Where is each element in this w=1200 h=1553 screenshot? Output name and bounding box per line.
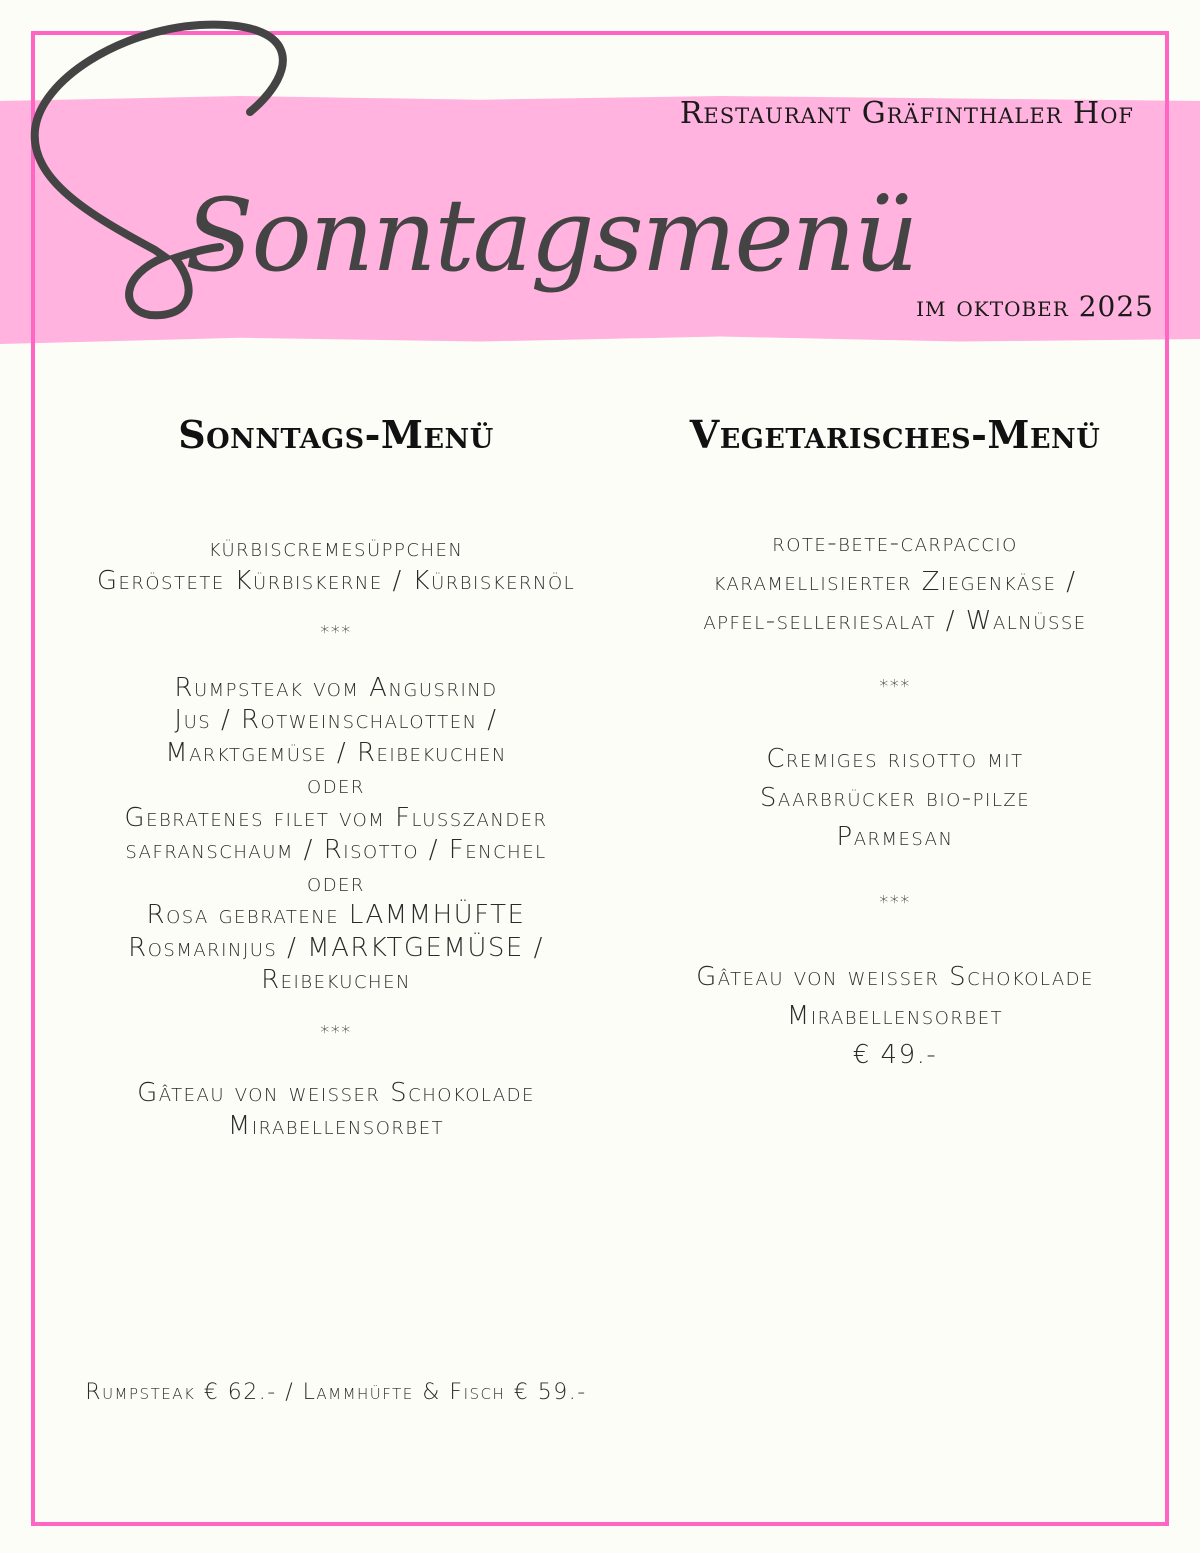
vegetarian-main bbox=[640, 740, 1150, 857]
dish-line: Marktgemüse / Reibekuchen bbox=[165, 737, 507, 768]
dish-line: apfel-selleriesalat / Walnüsse bbox=[703, 606, 1087, 636]
sunday-main-rumpsteak bbox=[40, 672, 632, 770]
vegetarian-menu-column bbox=[640, 410, 1150, 1075]
or-label: oder bbox=[307, 770, 365, 800]
vegetarian-starter bbox=[640, 524, 1150, 641]
dish-line: Jus / Rotweinschalotten / bbox=[174, 705, 498, 735]
course-separator: *** bbox=[320, 1021, 352, 1043]
sunday-main-zander bbox=[40, 802, 632, 867]
dish-line: Gâteau von weisser Schokolade bbox=[696, 962, 1094, 992]
dish-line: Rumpsteak vom Angusrind bbox=[174, 672, 498, 703]
sunday-starter bbox=[40, 532, 632, 597]
dish-line: Cremiges risotto mit bbox=[766, 744, 1024, 774]
dish-line: karamellisierter Ziegenkäse / bbox=[713, 567, 1077, 597]
title-text: Sonntagsmenü bbox=[185, 177, 917, 294]
dish-line: Rosa gebratene LAMMHÜFTE bbox=[146, 900, 526, 930]
dish-line: rote-bete-carpaccio bbox=[772, 528, 1018, 558]
dish-line: safranschaum / Risotto / Fenchel bbox=[125, 835, 547, 865]
dish-line: Parmesan bbox=[836, 822, 954, 852]
sunday-menu-column bbox=[40, 410, 632, 1142]
vegetarian-dessert bbox=[640, 958, 1150, 1036]
dish-line: Saarbrücker bio-pilze bbox=[759, 783, 1031, 813]
sunday-dessert bbox=[40, 1077, 632, 1142]
dish-line: Mirabellensorbet bbox=[786, 1001, 1004, 1031]
course-separator: *** bbox=[879, 676, 911, 697]
vegetarian-menu-price: € 49.- bbox=[852, 1040, 938, 1070]
dish-line: Reibekuchen bbox=[261, 965, 411, 995]
restaurant-name: Restaurant Gräfinthaler Hof bbox=[679, 96, 1134, 131]
dish-line: kürbiscremesüppchen bbox=[208, 533, 464, 563]
course-separator: *** bbox=[879, 892, 911, 913]
dish-line: Geröstete Kürbiskerne / Kürbiskernöl bbox=[96, 565, 576, 596]
menu-date: im oktober 2025 bbox=[916, 290, 1154, 323]
course-separator: *** bbox=[320, 622, 352, 643]
dish-line: Rosmarinjus / MARKTGEMÜSE / bbox=[128, 932, 544, 963]
dish-line: Gâteau von weisser Schokolade bbox=[137, 1078, 535, 1108]
or-label: oder bbox=[307, 867, 365, 898]
sunday-main-lamb bbox=[40, 899, 632, 997]
sunday-menu-price: Rumpsteak € 62.- / Lammhüfte & Fisch € 59.- bbox=[85, 1380, 587, 1405]
dish-line: Gebratenes filet vom Flusszander bbox=[124, 802, 548, 833]
dish-line: Mirabellensorbet bbox=[227, 1110, 445, 1141]
vegetarian-menu-heading: Vegetarisches-Menü bbox=[689, 412, 1101, 457]
sunday-menu-heading: Sonntags-Menü bbox=[178, 412, 494, 457]
